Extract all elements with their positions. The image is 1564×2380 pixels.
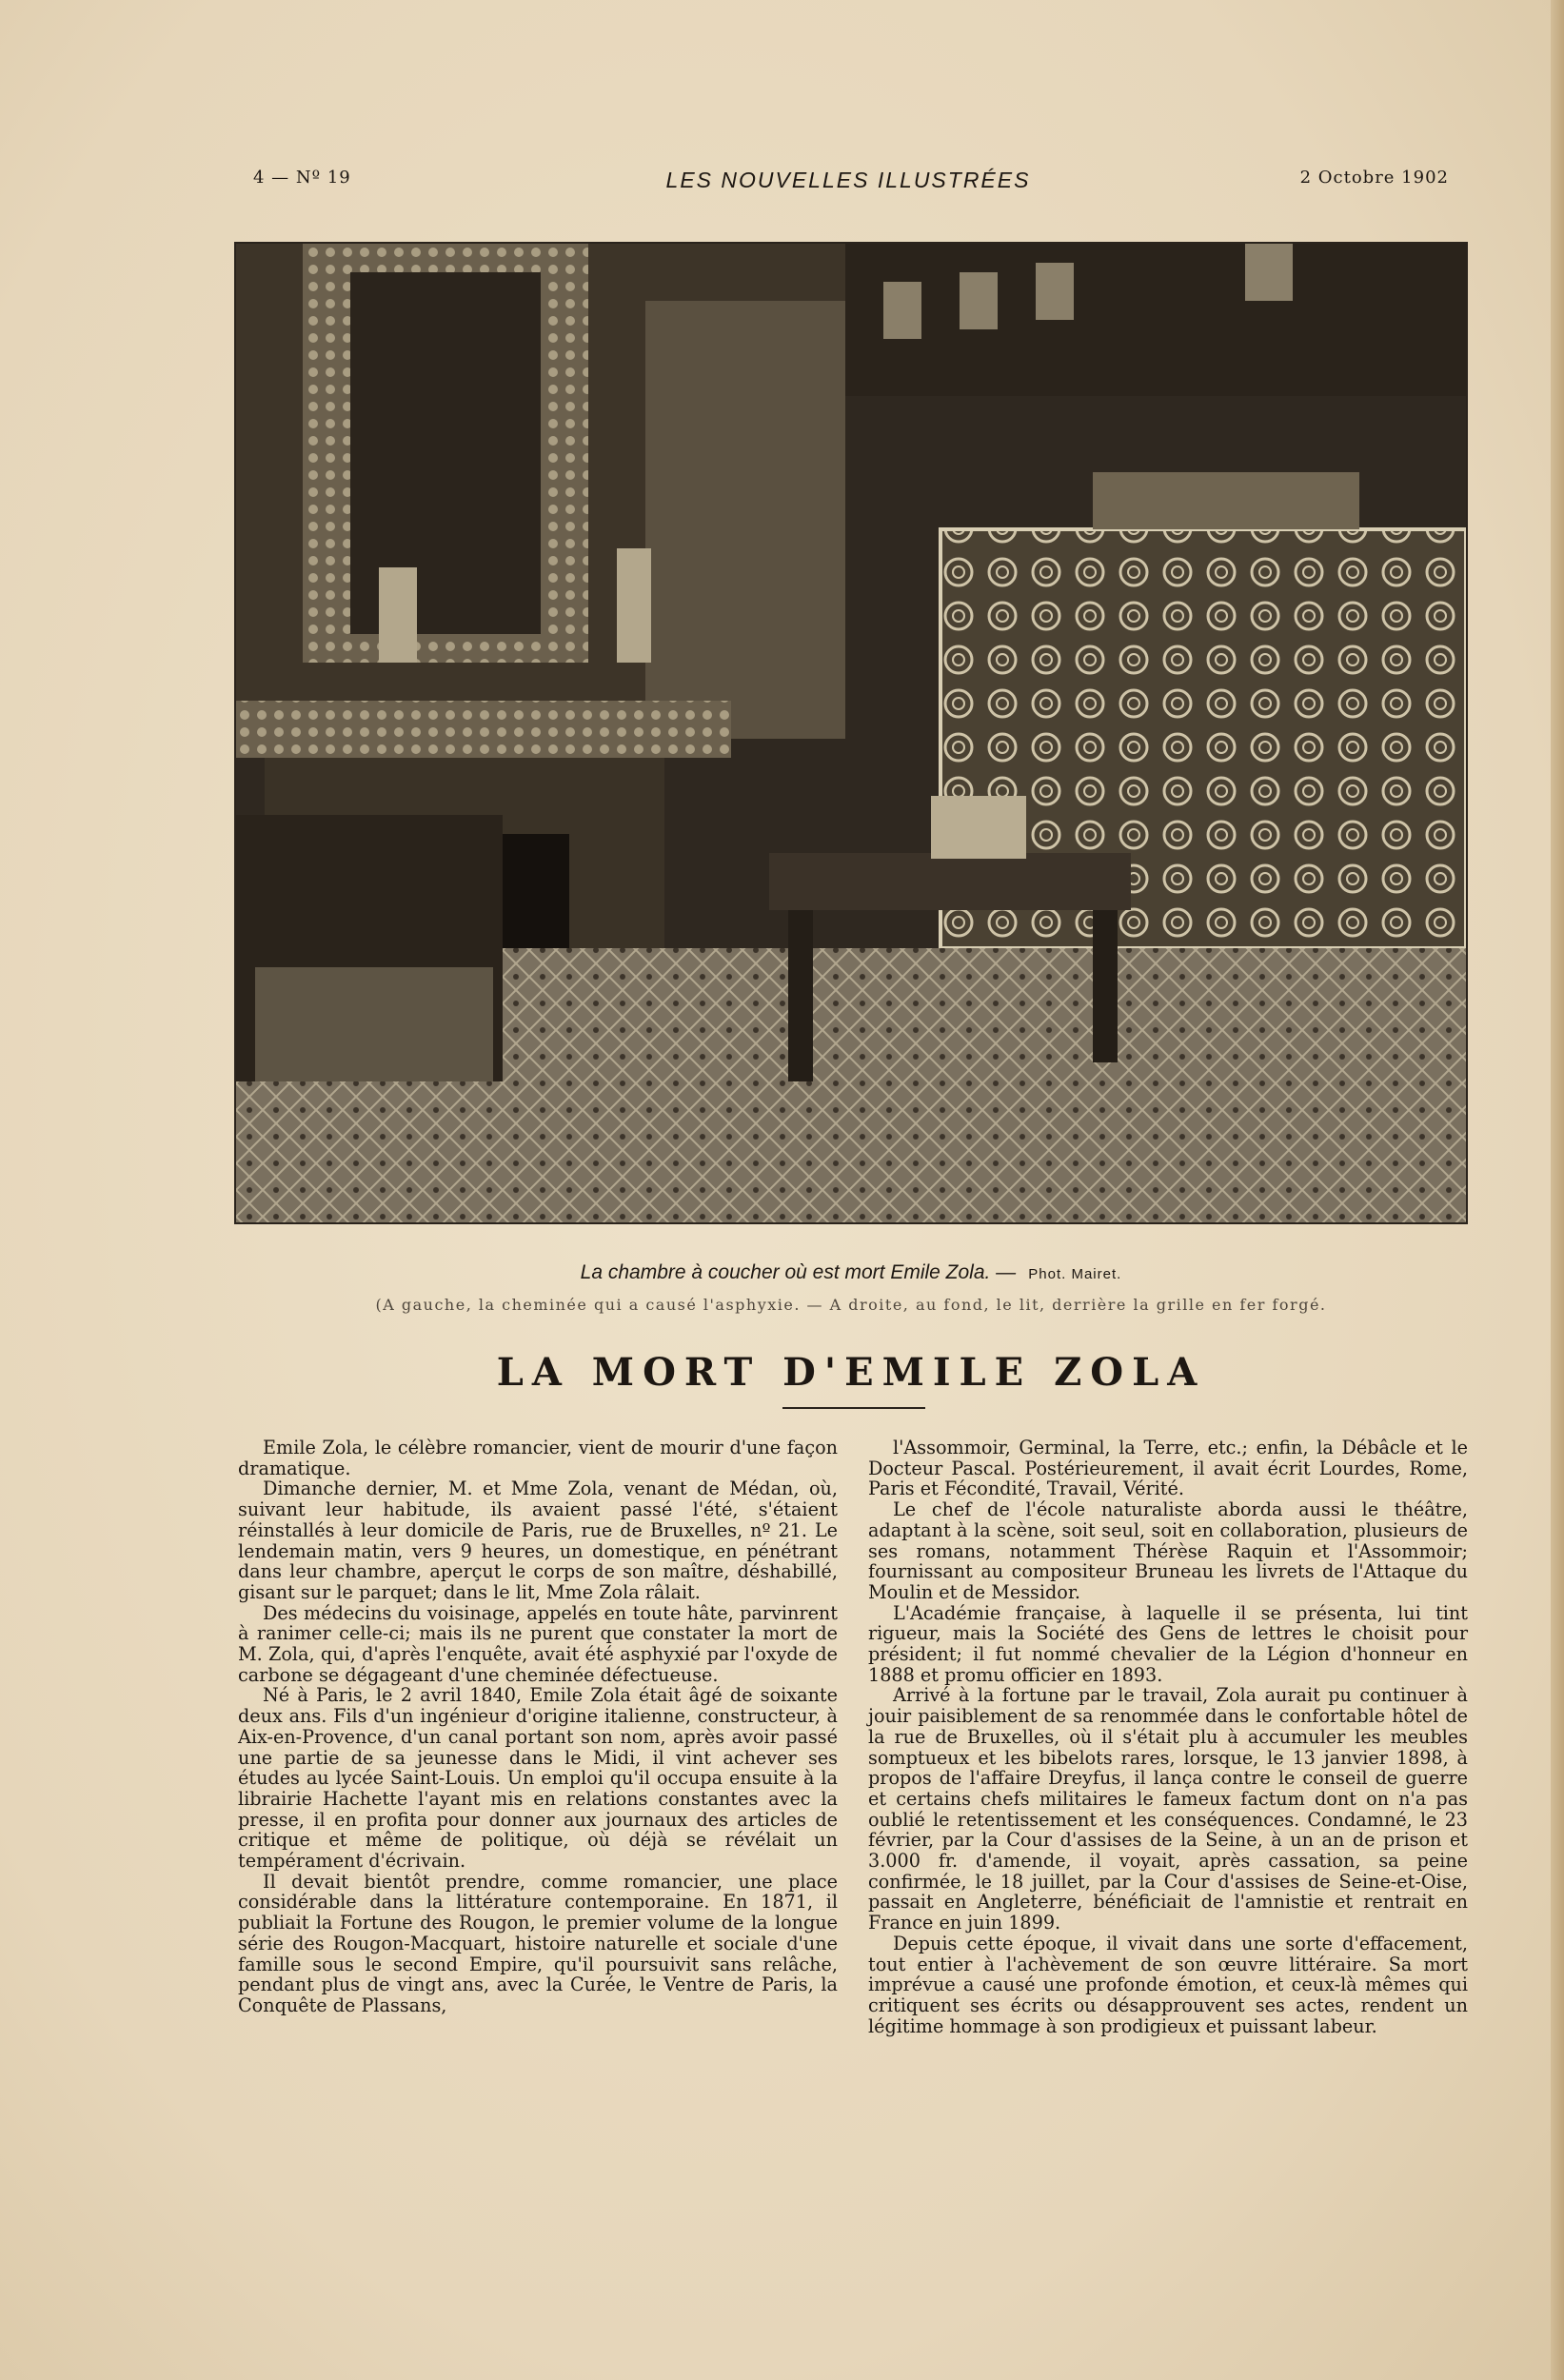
- article-paragraph: Dimanche dernier, M. et Mme Zola, venant de Médan, où, suivant leur habitude, ils avaient passé l'été, s'étaient réinstallés à leur domicile de Paris, rue de Bruxelles, nº 21. Le lendemain matin, vers 9 heures, un domestique, en pénétrant dans leur chambre, aperçut le corps de son maître, déshabillé, gisant sur le parquet; dans le lit, Mme Zola râlait.: [238, 1478, 838, 1603]
- article-paragraph: Il devait bientôt prendre, comme romancier, une place considérable dans la littérature contemporaine. En 1871, il publiait la Fortune des Rougon, le premier volume de la longue série des Rougon-Macquart, histoire naturelle et sociale d'une famille sous le second Empire, qu'il poursuivit sans relâche, pendant plus de vingt ans, avec la Curée, le Ventre de Paris, la Conquête de Plassans,: [238, 1870, 838, 2016]
- article-paragraph: L'Académie française, à laquelle il se présenta, lui tint rigueur, mais la Société des Gens de lettres le choisit pour président; il fut nommé chevalier de la Légion d'honneur en 1888 et promu officier en 1893.: [868, 1601, 1468, 1686]
- article-paragraph: Depuis cette époque, il vivait dans une sorte d'effacement, tout entier à l'achèvement de son œuvre littéraire. Sa mort imprévue a causé une profonde émotion, et ceux-là mêmes qui critiquent ses écrits ou désapprouvent ses actes, rendent un légitime hommage à son prodigieux et puissant labeur.: [868, 1932, 1468, 2037]
- article-paragraph: Arrivé à la fortune par le travail, Zola aurait pu continuer à jouir paisiblement de sa renommée dans le confortable hôtel de la rue de Bruxelles, où il s'était plu à accumuler les meubles somptueux et les bibelots rares, lorsque, le 13 janvier 1898, à propos de l'affaire Dreyfus, il lança contre le conseil de guerre et certains chefs militaires le fameux factum dont on n'a pas oublié le retentissement et les conséquences. Condamné, le 23 février, par la Cour d'assises de la Seine, à un an de prison et 3.000 fr. d'amende, il voyait, après cassation, sa peine confirmée, le 18 juillet, par la Cour d'assises de Seine-et-Oise, passait en Angleterre, bénéficiait de l'amnistie et rentrait en France en juin 1899.: [868, 1684, 1468, 1934]
- photo-credit: Phot. Mairet.: [1028, 1266, 1122, 1282]
- article-paragraph: Emile Zola, le célèbre romancier, vient de mourir d'une façon dramatique.: [238, 1437, 838, 1479]
- article-column-right: [868, 1438, 1468, 2036]
- issue-date: 2 Octobre 1902: [1299, 168, 1449, 188]
- photo-caption: [234, 1261, 1468, 1314]
- page-edge: [1551, 0, 1564, 2380]
- bedroom-illustration: [236, 244, 1466, 1222]
- page-header: [247, 168, 1449, 196]
- bedroom-photograph: [234, 242, 1468, 1224]
- caption-text: La chambre à coucher où est mort Emile Zola. —: [580, 1261, 1017, 1283]
- article-column-left: [238, 1438, 838, 2016]
- article-paragraph: Des médecins du voisinage, appelés en toute hâte, parvinrent à ranimer celle-ci; mais ils ne purent que constater la mort de M. Zola, qui, d'après l'enquête, avait été asphyxié par l'oxyde de carbone se dégageant d'une cheminée défectueuse.: [238, 1601, 838, 1686]
- article-paragraph: Né à Paris, le 2 avril 1840, Emile Zola était âgé de soixante deux ans. Fils d'un ingénieur d'origine italienne, constructeur, à Aix-en-Provence, d'un canal portant son nom, après avoir passé une partie de sa jeunesse dans le Midi, il vint achever ses études au lycée Saint-Louis. Un emploi qu'il occupa ensuite à la librairie Hachette l'ayant mis en relations constantes avec la presse, il en profita pour donner aux journaux des articles de critique et même de politique, où déjà se révélait un tempérament d'écrivain.: [238, 1684, 838, 1873]
- caption-subtext: (A gauche, la cheminée qui a causé l'asphyxie. — A droite, au fond, le lit, derrière la grille en fer forgé.: [375, 1296, 1327, 1314]
- issue-number: 4 — Nº 19: [253, 168, 351, 188]
- article-paragraph: l'Assommoir, Germinal, la Terre, etc.; enfin, la Débâcle et le Docteur Pascal. Postérieurement, il avait écrit Lourdes, Rome, Paris et Fécondité, Travail, Vérité.: [868, 1437, 1468, 1500]
- article-paragraph: Le chef de l'école naturaliste aborda aussi le théâtre, adaptant à la scène, soit seul, soit en collaboration, plusieurs de ses romans, notamment Thérèse Raquin et l'Assommoir; fournissant au compositeur Bruneau les livrets de l'Attaque du Moulin et de Messidor.: [868, 1498, 1468, 1603]
- title-underline: [782, 1407, 925, 1409]
- article-title: LA MORT D'EMILE ZOLA: [496, 1350, 1206, 1395]
- publication-title: LES NOUVELLES ILLUSTRÉES: [665, 168, 1031, 192]
